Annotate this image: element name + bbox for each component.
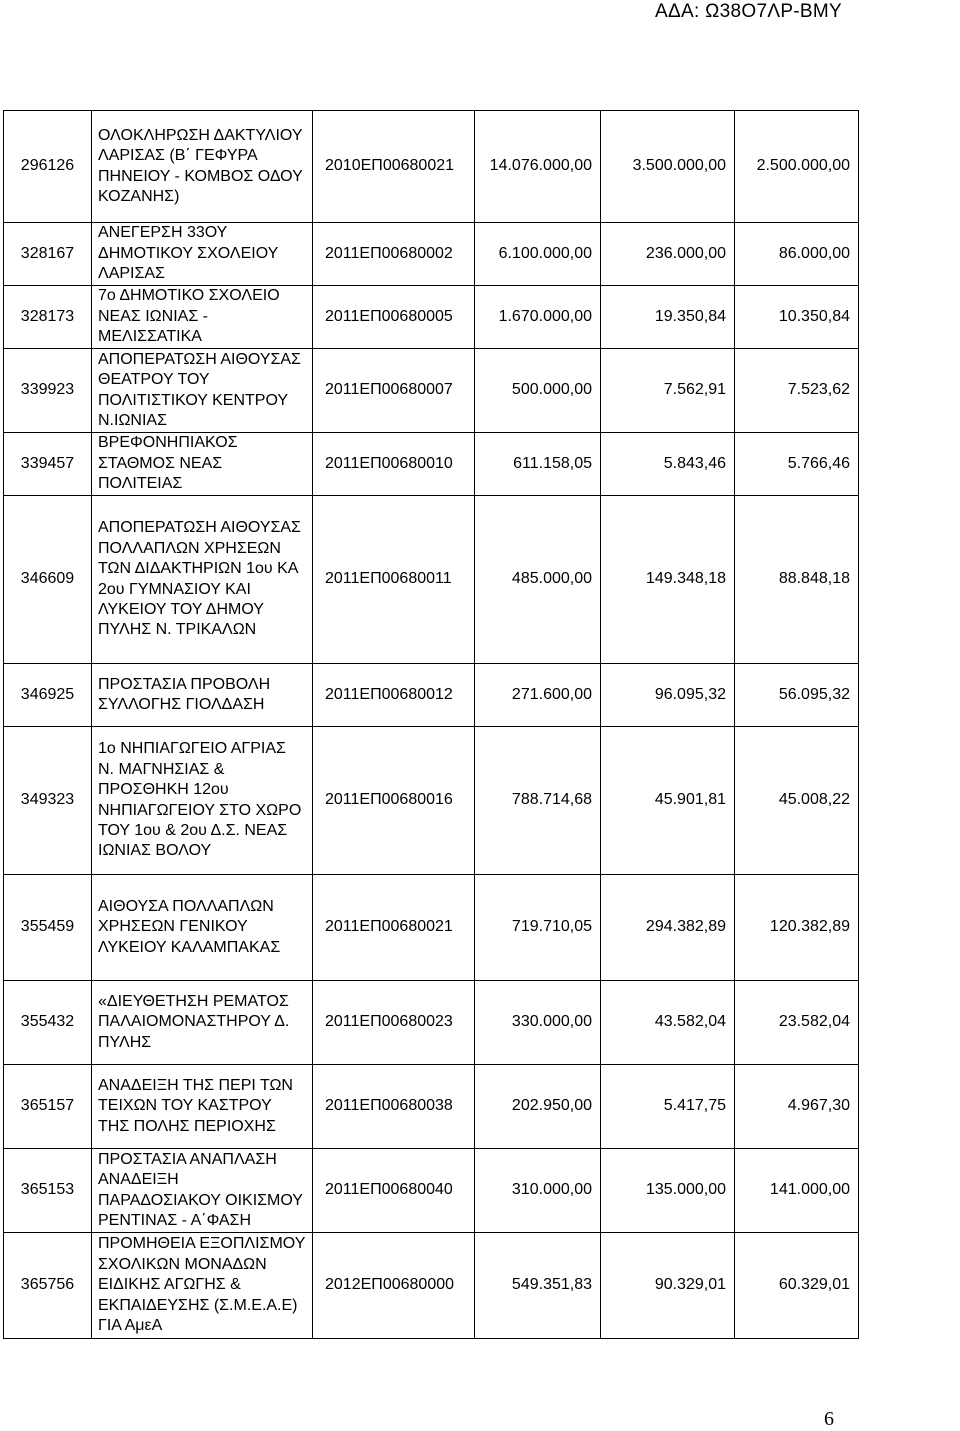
row-id: 365153 (4, 1149, 92, 1233)
row-amount-2: 5.417,75 (601, 1065, 735, 1149)
row-code: 2011ΕΠ00680011 (313, 496, 475, 664)
row-title: 7ο ΔΗΜΟΤΙΚΟ ΣΧΟΛΕΙΟ ΝΕΑΣ ΙΩΝΙΑΣ - ΜΕΛΙΣΣΑΤΙΚΑ (92, 286, 313, 349)
row-amount-3: 23.582,04 (735, 981, 859, 1065)
row-amount-3: 2.500.000,00 (735, 111, 859, 223)
row-id: 355432 (4, 981, 92, 1065)
row-title: ΟΛΟΚΛΗΡΩΣΗ ΔΑΚΤΥΛΙΟΥ ΛΑΡΙΣΑΣ (Β΄ ΓΕΦΥΡΑ ΠΗΝΕΙΟΥ - ΚΟΜΒΟΣ ΟΔΟΥ ΚΟΖΑΝΗΣ) (92, 111, 313, 223)
row-code: 2011ΕΠ00680005 (313, 286, 475, 349)
row-amount-1: 14.076.000,00 (475, 111, 601, 223)
row-title: ΑΝΑΔΕΙΞΗ ΤΗΣ ΠΕΡΙ ΤΩΝ ΤΕΙΧΩΝ ΤΟΥ ΚΑΣΤΡΟΥ ΤΗΣ ΠΟΛΗΣ ΠΕΡΙΟΧΗΣ (92, 1065, 313, 1149)
row-amount-2: 7.562,91 (601, 349, 735, 433)
row-code: 2011ΕΠ00680007 (313, 349, 475, 433)
row-id: 349323 (4, 727, 92, 875)
row-amount-2: 96.095,32 (601, 664, 735, 727)
row-amount-2: 43.582,04 (601, 981, 735, 1065)
row-amount-1: 202.950,00 (475, 1065, 601, 1149)
projects-table (3, 110, 859, 1339)
row-title: ΠΡΟΣΤΑΣΙΑ ΠΡΟΒΟΛΗ ΣΥΛΛΟΓΗΣ ΓΙΟΛΔΑΣΗ (92, 664, 313, 727)
row-title: ΑΠΟΠΕΡΑΤΩΣΗ ΑΙΘΟΥΣΑΣ ΘΕΑΤΡΟΥ ΤΟΥ ΠΟΛΙΤΙΣΤΙΚΟΥ ΚΕΝΤΡΟΥ Ν.ΙΩΝΙΑΣ (92, 349, 313, 433)
row-title: ΒΡΕΦΟΝΗΠΙΑΚΟΣ ΣΤΑΘΜΟΣ ΝΕΑΣ ΠΟΛΙΤΕΙΑΣ (92, 433, 313, 496)
table-row (4, 875, 859, 981)
row-title: ΠΡΟΜΗΘΕΙΑ ΕΞΟΠΛΙΣΜΟΥ ΣΧΟΛΙΚΩΝ ΜΟΝΑΔΩΝ ΕΙΔΙΚΗΣ ΑΓΩΓΗΣ & ΕΚΠΑΙΔΕΥΣΗΣ (Σ.Μ.Ε.Α.Ε) ΓΙΑ ΑμεΑ (92, 1233, 313, 1339)
table-row (4, 1233, 859, 1339)
row-amount-1: 1.670.000,00 (475, 286, 601, 349)
row-id: 328167 (4, 223, 92, 286)
row-amount-3: 141.000,00 (735, 1149, 859, 1233)
row-amount-3: 88.848,18 (735, 496, 859, 664)
row-amount-2: 236.000,00 (601, 223, 735, 286)
table-row (4, 286, 859, 349)
row-code: 2011ΕΠ00680038 (313, 1065, 475, 1149)
row-code: 2012ΕΠ00680000 (313, 1233, 475, 1339)
table-row (4, 349, 859, 433)
row-amount-1: 485.000,00 (475, 496, 601, 664)
row-id: 355459 (4, 875, 92, 981)
row-id: 296126 (4, 111, 92, 223)
row-code: 2011ΕΠ00680012 (313, 664, 475, 727)
row-amount-2: 90.329,01 (601, 1233, 735, 1339)
row-code: 2011ΕΠ00680002 (313, 223, 475, 286)
row-amount-3: 4.967,30 (735, 1065, 859, 1149)
row-amount-2: 294.382,89 (601, 875, 735, 981)
row-id: 346925 (4, 664, 92, 727)
row-code: 2010ΕΠ00680021 (313, 111, 475, 223)
page-number: 6 (824, 1408, 834, 1430)
row-code: 2011ΕΠ00680010 (313, 433, 475, 496)
table-row (4, 433, 859, 496)
row-amount-1: 330.000,00 (475, 981, 601, 1065)
table-row (4, 496, 859, 664)
row-id: 346609 (4, 496, 92, 664)
row-id: 365756 (4, 1233, 92, 1339)
row-amount-2: 135.000,00 (601, 1149, 735, 1233)
row-amount-3: 45.008,22 (735, 727, 859, 875)
row-id: 328173 (4, 286, 92, 349)
row-amount-3: 10.350,84 (735, 286, 859, 349)
row-amount-2: 5.843,46 (601, 433, 735, 496)
row-code: 2011ΕΠ00680023 (313, 981, 475, 1065)
row-amount-1: 6.100.000,00 (475, 223, 601, 286)
row-title: «ΔΙΕΥΘΕΤΗΣΗ ΡΕΜΑΤΟΣ ΠΑΛΑΙΟΜΟΝΑΣΤΗΡΟΥ Δ. ΠΥΛΗΣ (92, 981, 313, 1065)
row-amount-3: 86.000,00 (735, 223, 859, 286)
row-id: 339457 (4, 433, 92, 496)
row-amount-1: 611.158,05 (475, 433, 601, 496)
row-amount-3: 56.095,32 (735, 664, 859, 727)
row-id: 365157 (4, 1065, 92, 1149)
row-amount-1: 310.000,00 (475, 1149, 601, 1233)
row-title: 1ο ΝΗΠΙΑΓΩΓΕΙΟ ΑΓΡΙΑΣ Ν. ΜΑΓΝΗΣΙΑΣ & ΠΡΟΣΘΗΚΗ 12ου ΝΗΠΙΑΓΩΓΕΙΟΥ ΣΤΟ ΧΩΡΟ ΤΟΥ 1ου & 2ου Δ.Σ. ΝΕΑΣ ΙΩΝΙΑΣ ΒΟΛΟΥ (92, 727, 313, 875)
ada-header: ΑΔΑ: Ω38Ο7ΛΡ-ΒΜΥ (655, 1, 842, 22)
row-amount-3: 60.329,01 (735, 1233, 859, 1339)
table-row (4, 727, 859, 875)
row-amount-2: 3.500.000,00 (601, 111, 735, 223)
row-title: ΑΙΘΟΥΣΑ ΠΟΛΛΑΠΛΩΝ ΧΡΗΣΕΩΝ ΓΕΝΙΚΟΥ ΛΥΚΕΙΟΥ ΚΑΛΑΜΠΑΚΑΣ (92, 875, 313, 981)
table-row (4, 1149, 859, 1233)
row-amount-1: 549.351,83 (475, 1233, 601, 1339)
row-id: 339923 (4, 349, 92, 433)
row-title: ΠΡΟΣΤΑΣΙΑ ΑΝΑΠΛΑΣΗ ΑΝΑΔΕΙΞΗ ΠΑΡΑΔΟΣΙΑΚΟΥ ΟΙΚΙΣΜΟΥ ΡΕΝΤΙΝΑΣ - Α΄ΦΑΣΗ (92, 1149, 313, 1233)
row-amount-2: 149.348,18 (601, 496, 735, 664)
row-amount-2: 45.901,81 (601, 727, 735, 875)
row-code: 2011ΕΠ00680021 (313, 875, 475, 981)
row-amount-1: 788.714,68 (475, 727, 601, 875)
table-row (4, 664, 859, 727)
table-row (4, 1065, 859, 1149)
row-amount-3: 5.766,46 (735, 433, 859, 496)
row-amount-3: 7.523,62 (735, 349, 859, 433)
table-row (4, 111, 859, 223)
row-amount-2: 19.350,84 (601, 286, 735, 349)
row-code: 2011ΕΠ00680016 (313, 727, 475, 875)
table-row (4, 223, 859, 286)
row-amount-1: 719.710,05 (475, 875, 601, 981)
row-amount-3: 120.382,89 (735, 875, 859, 981)
row-code: 2011ΕΠ00680040 (313, 1149, 475, 1233)
row-amount-1: 500.000,00 (475, 349, 601, 433)
row-title: ΑΠΟΠΕΡΑΤΩΣΗ ΑΙΘΟΥΣΑΣ ΠΟΛΛΑΠΛΩΝ ΧΡΗΣΕΩΝ ΤΩΝ ΔΙΔΑΚΤΗΡΙΩΝ 1ου ΚΑ 2ου ΓΥΜΝΑΣΙΟΥ ΚΑΙ ΛΥΚΕΙΟΥ ΤΟΥ ΔΗΜΟΥ ΠΥΛΗΣ Ν. ΤΡΙΚΑΛΩΝ (92, 496, 313, 664)
row-title: ΑΝΕΓΕΡΣΗ 33ΟΥ ΔΗΜΟΤΙΚΟΥ ΣΧΟΛΕΙΟΥ ΛΑΡΙΣΑΣ (92, 223, 313, 286)
row-amount-1: 271.600,00 (475, 664, 601, 727)
table-row (4, 981, 859, 1065)
